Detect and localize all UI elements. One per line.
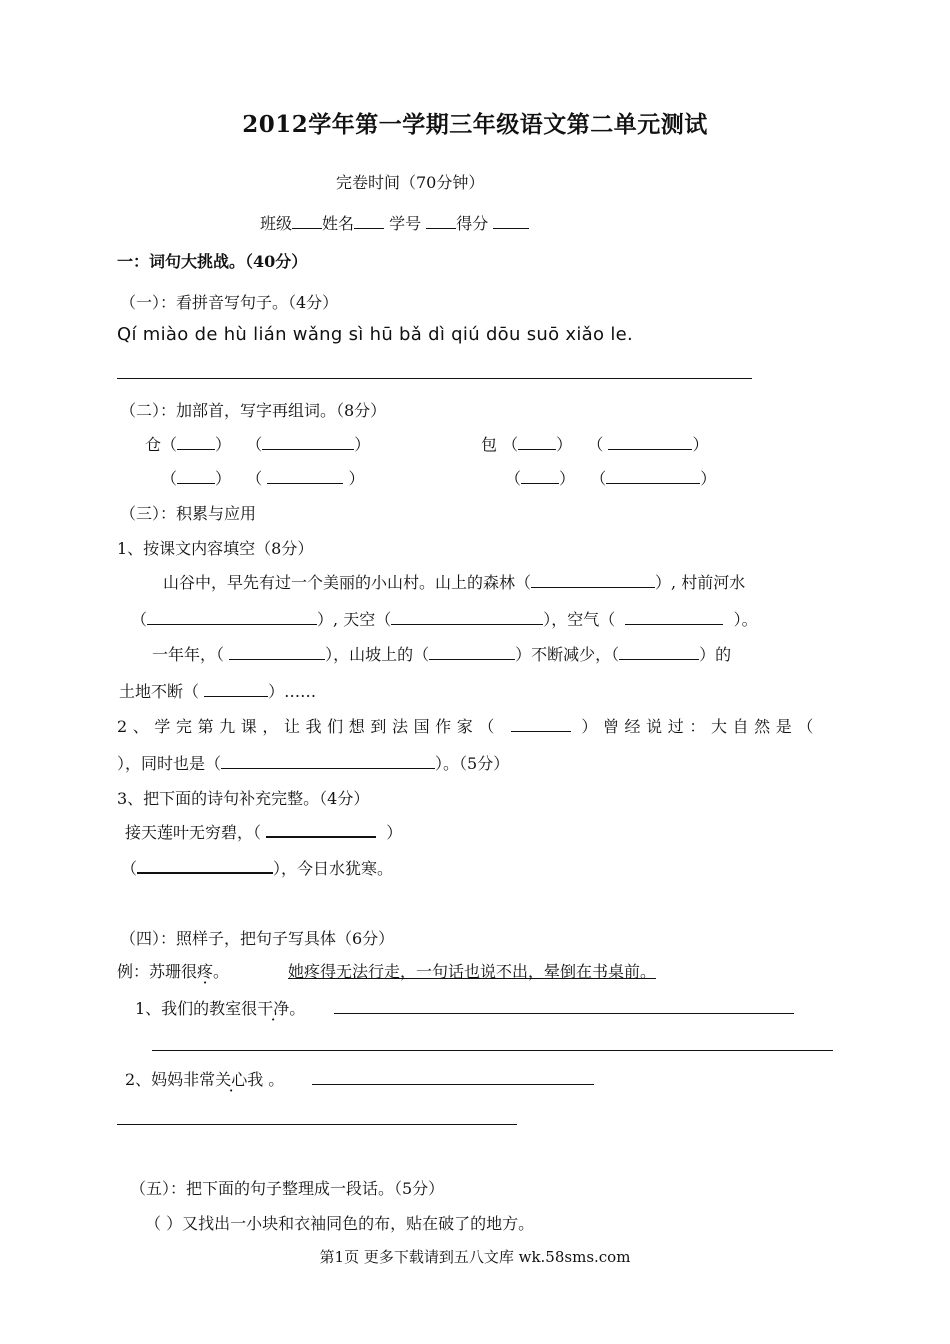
char2-row2: （ ） （ ）	[505, 469, 717, 488]
pinyin-sentence: Qí miào de hù lián wǎng sì hū bǎ dì qiú dōu suō xiǎo le.	[117, 324, 634, 345]
example-line	[117, 959, 229, 982]
q1-line1	[163, 570, 745, 593]
q1-blank-forest[interactable]	[531, 573, 655, 588]
q2-blank-also[interactable]	[221, 754, 435, 769]
part4-q2-answer-line-1[interactable]	[312, 1084, 594, 1085]
student-info-line	[260, 211, 529, 234]
q3-blank-2[interactable]	[137, 858, 273, 874]
part5-item-1: （ ）又找出一小块和衣袖同色的布，贴在破了的地方。	[145, 1214, 535, 1233]
part4-q2-prefix: 2、妈妈非常	[125, 1070, 216, 1089]
q1-line2-text-d: ）。	[733, 610, 758, 629]
part3-q3-heading: 3、把下面的诗句补充完整。（4分）	[117, 789, 370, 808]
q2-line2	[117, 751, 509, 774]
part4-q2-answer-line-2[interactable]	[117, 1124, 517, 1125]
q2-line1	[117, 714, 819, 737]
part4-q2	[125, 1067, 284, 1090]
q1-line3-text-b: ），山坡上的（	[325, 645, 430, 664]
part3-q1-heading: 1、按课文内容填空（8分）	[117, 539, 314, 558]
q1-line1-text-a: 山谷中，早先有过一个美丽的小山村。山上的森林（	[163, 573, 532, 592]
part1-heading: （一）：看拼音写句子。（4分）	[120, 293, 339, 312]
q2-blank-author[interactable]	[511, 717, 571, 732]
q3-line1-text-b: ）	[386, 823, 403, 842]
q1-line4-text-a: 土地不断（	[119, 682, 200, 701]
q2-line2-text-a: ），同时也是（	[117, 754, 222, 773]
q2-line2-text-b: ）。（5分）	[435, 754, 510, 773]
q1-blank-land[interactable]	[204, 682, 268, 697]
q3-blank-1[interactable]	[266, 822, 376, 838]
time-note: 完卷时间（70分钟）	[336, 173, 485, 192]
char1-row1: 仓（ ） （ ）	[145, 435, 371, 454]
part4-q1-answer-line-1[interactable]	[334, 1013, 794, 1014]
score-blank[interactable]	[493, 214, 529, 229]
part3-heading: （三）：积累与应用	[120, 504, 257, 523]
char2-word-blank-1[interactable]	[608, 435, 692, 450]
q1-line4	[119, 679, 316, 702]
class-blank[interactable]	[292, 214, 322, 229]
number-label: 学号	[389, 214, 422, 233]
q2-line1-text-b: ）曾经说过：大自然是（	[581, 717, 819, 736]
q1-line1-text-b: ）, 村前河水	[655, 573, 746, 592]
part4-q2-dotted-word: 关心	[215, 1070, 248, 1089]
q3-line2	[121, 856, 393, 879]
char2-radical-blank-2[interactable]	[521, 469, 559, 484]
char2-row1: 包 （ ） （ ）	[481, 435, 709, 454]
q1-line2-text-c: ），空气（	[543, 610, 616, 629]
part4-q1-suffix: 。	[289, 999, 306, 1018]
q1-line3-text-d: ）的	[699, 645, 732, 664]
page-footer: 第1页 更多下载请到五八文库 wk.58sms.com	[319, 1248, 631, 1266]
q1-blank-hillside[interactable]	[429, 645, 515, 660]
example-answer: 她疼得无法行走，一句话也说不出，晕倒在书桌前。	[288, 962, 657, 981]
char2-radical-blank-1[interactable]	[518, 435, 556, 450]
q1-line4-text-b: ）……	[268, 682, 317, 701]
char1-radical-blank-1[interactable]	[177, 435, 215, 450]
section1-heading: 一：词句大挑战。（40分）	[117, 252, 308, 271]
class-label: 班级	[260, 214, 293, 233]
char2-word-blank-2[interactable]	[606, 469, 700, 484]
q1-line3-text-a: 一年年，（	[152, 645, 225, 664]
part4-q1	[135, 996, 305, 1019]
q3-line1	[125, 820, 402, 843]
char1-word-blank-1[interactable]	[262, 435, 354, 450]
example-dotted-word: 疼	[197, 962, 214, 981]
char1-row2: （ ） （ ）	[161, 469, 365, 488]
q1-blank-decrease[interactable]	[619, 645, 699, 660]
q3-line2-text-a: （	[121, 859, 138, 878]
part4-q1-answer-line-2[interactable]	[152, 1050, 833, 1051]
example-label: 例：苏珊很	[117, 962, 198, 981]
char1-radical-blank-2[interactable]	[177, 469, 215, 484]
q3-line1-text-a: 接天莲叶无穷碧，（	[125, 823, 262, 842]
q3-line2-text-b: ），今日水犹寒。	[273, 859, 394, 878]
part5-heading: （五）：把下面的句子整理成一段话。（5分）	[130, 1179, 445, 1198]
q1-line2	[131, 607, 758, 630]
part4-q1-dotted-word: 干净	[257, 999, 290, 1018]
q1-line2-text-b: ）, 天空（	[317, 610, 392, 629]
char2: 包	[481, 435, 498, 454]
score-label: 得分	[456, 214, 489, 233]
page-title: 2012学年第一学期三年级语文第二单元测试	[242, 111, 708, 138]
q1-blank-air[interactable]	[625, 610, 723, 625]
q1-blank-river[interactable]	[147, 610, 317, 625]
q1-line3-text-c: ）不断减少，（	[515, 645, 620, 664]
part4-q2-suffix: 我 。	[247, 1070, 285, 1089]
q1-line2-text-a: （	[131, 610, 148, 629]
example-end: 。	[213, 962, 230, 981]
q1-blank-sky[interactable]	[391, 610, 543, 625]
name-label: 姓名	[322, 214, 355, 233]
char1: 仓	[145, 435, 162, 454]
part2-heading: （二）：加部首，写字再组词。（8分）	[120, 401, 387, 420]
part4-heading: （四）：照样子，把句子写具体（6分）	[120, 929, 395, 948]
number-blank[interactable]	[426, 214, 456, 229]
char1-word-blank-2[interactable]	[267, 469, 343, 484]
q1-blank-year[interactable]	[229, 645, 325, 660]
pinyin-answer-line[interactable]	[117, 378, 752, 379]
q1-line3	[152, 642, 731, 665]
part4-q1-prefix: 1、我们的教室很	[135, 999, 258, 1018]
q2-line1-text-a: 2、学完第九课，让我们想到法国作家（	[117, 717, 500, 736]
name-blank[interactable]	[354, 214, 384, 229]
